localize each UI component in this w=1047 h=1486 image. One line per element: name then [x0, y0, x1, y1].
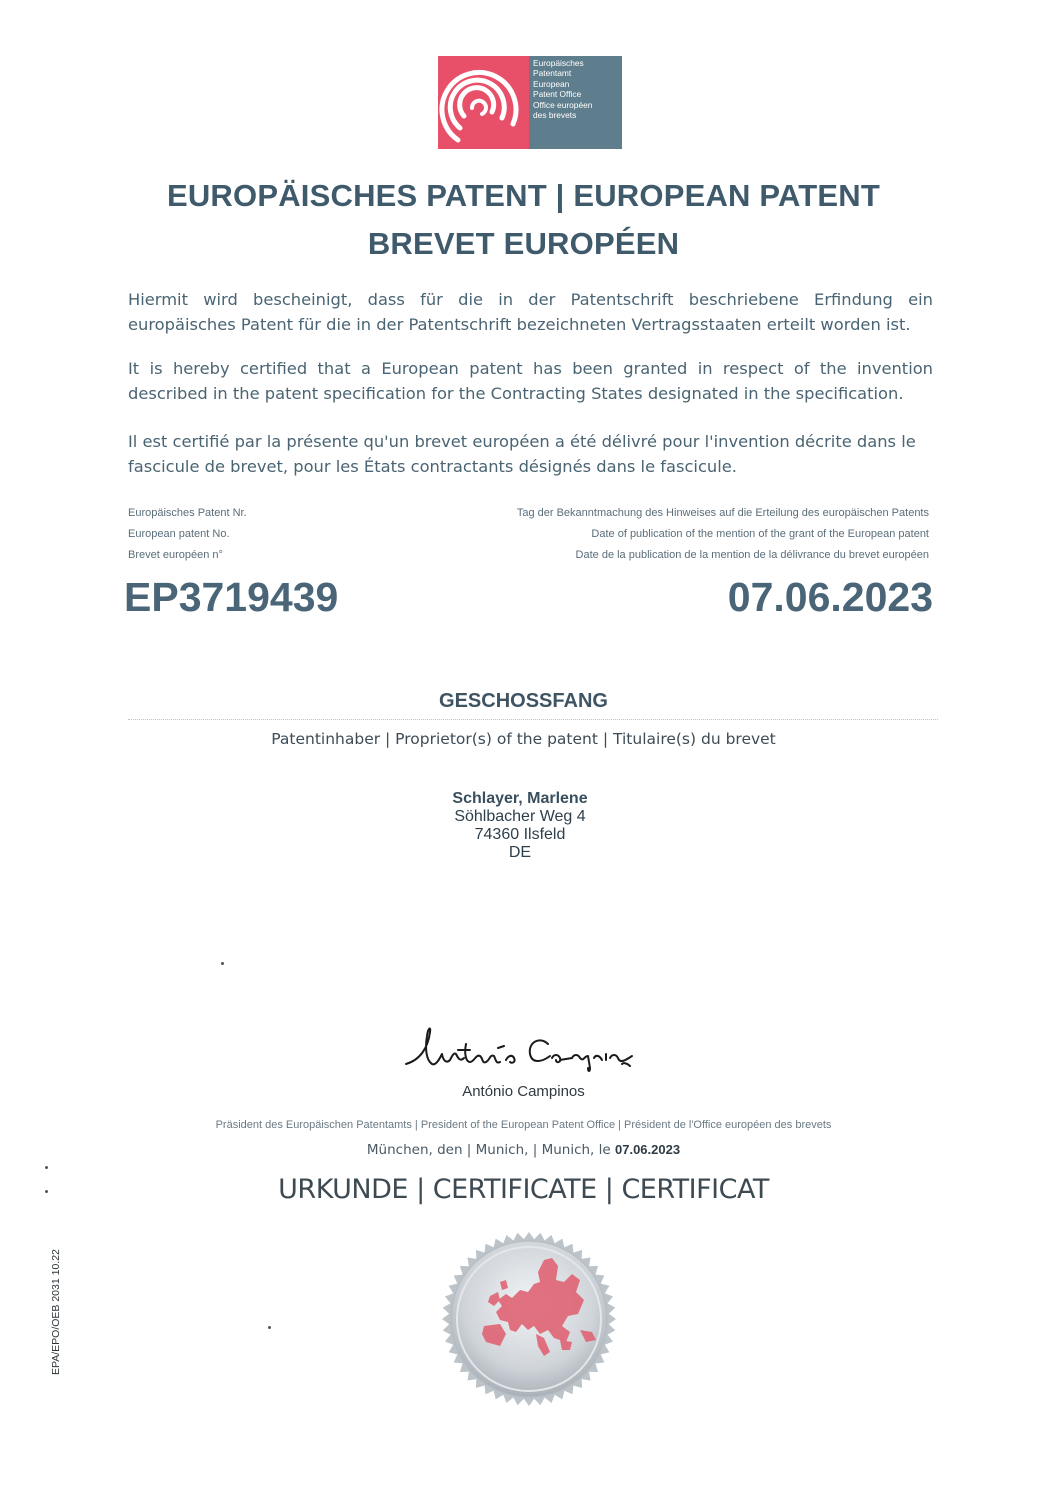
proprietor-address — [0, 790, 1040, 862]
scan-speck — [221, 962, 224, 965]
europe-map-seal-icon — [440, 1230, 618, 1408]
logo-line: des brevets — [533, 109, 577, 120]
epo-spiral-icon — [438, 56, 529, 149]
publication-date-labels — [517, 503, 929, 566]
logo-line: Europäisches — [533, 58, 584, 68]
publication-date: 07.06.2023 — [727, 574, 933, 620]
publication-date-label: Date of publication of the mention of the grant of the European patent — [591, 528, 929, 540]
epo-logo-text — [529, 56, 622, 149]
logo-line: Office européen — [533, 100, 593, 111]
document-type: URKUNDE | CERTIFICATE | CERTIFICAT — [278, 1174, 769, 1205]
place-prefix: München, den | Munich, | Munich, le — [366, 1142, 611, 1158]
logo-line: Patentamt — [533, 67, 572, 78]
logo-line: Patent Office — [533, 88, 582, 99]
place-and-date — [0, 1142, 1047, 1158]
publication-date-label: Tag der Bekanntmachung des Hinweises auf die Erteilung des europäischen Patents — [516, 507, 929, 519]
proprietor-country: DE — [508, 844, 532, 861]
epo-logo — [438, 56, 622, 149]
proprietor-city: 74360 Ilsfeld — [474, 826, 566, 843]
signer-title: Präsident des Europäischen Patentamts | President of the European Patent Office | Président de l'Office européen des brevets — [215, 1119, 832, 1131]
patent-number: EP3719439 — [124, 574, 339, 620]
signature-date: 07.06.2023 — [615, 1142, 681, 1157]
signer-name: António Campinos — [462, 1083, 585, 1100]
certification-text-fr: Il est certifié par la présente qu'un brevet européen a été délivré pour l'invention décrite dans le fascicule de brevet, pour les États contractants désignés dans le fascicule. — [128, 432, 916, 476]
proprietor-name: Schlayer, Marlene — [452, 790, 588, 807]
form-code: EPA/EPO/OEB 2031 10.22 — [50, 1249, 62, 1375]
logo-line: European — [533, 79, 570, 90]
divider — [128, 719, 938, 720]
proprietor-street: Söhlbacher Weg 4 — [454, 808, 586, 825]
patent-number-labels — [128, 503, 247, 566]
scan-speck — [45, 1190, 48, 1193]
scan-speck — [268, 1326, 271, 1329]
publication-date-label: Date de la publication de la mention de la délivrance du brevet européen — [575, 549, 929, 561]
document-title-line1: EUROPÄISCHES PATENT | EUROPEAN PATENT — [166, 178, 881, 213]
handwritten-signature — [400, 1018, 650, 1080]
invention-title: GESCHOSSFANG — [439, 690, 608, 712]
certification-text-de: Hiermit wird bescheinigt, dass für die in der Patentschrift beschriebene Erfindung ein europäisches Patent für die in der Patentschrift bezeichneten Vertragsstaaten erteilt worden ist. — [128, 290, 933, 334]
scan-speck — [45, 1166, 48, 1169]
patent-number-label: Brevet européen n° — [128, 549, 223, 561]
proprietor-label: Patentinhaber | Proprietor(s) of the patent | Titulaire(s) du brevet — [271, 730, 776, 748]
patent-number-label: European patent No. — [128, 528, 230, 540]
document-title-line2: BREVET EUROPÉEN — [367, 226, 680, 261]
patent-number-label: Europäisches Patent Nr. — [128, 507, 247, 519]
certification-text-en: It is hereby certified that a European patent has been granted in respect of the invention described in the patent specification for the Contracting States designated in the specification. — [128, 359, 933, 403]
